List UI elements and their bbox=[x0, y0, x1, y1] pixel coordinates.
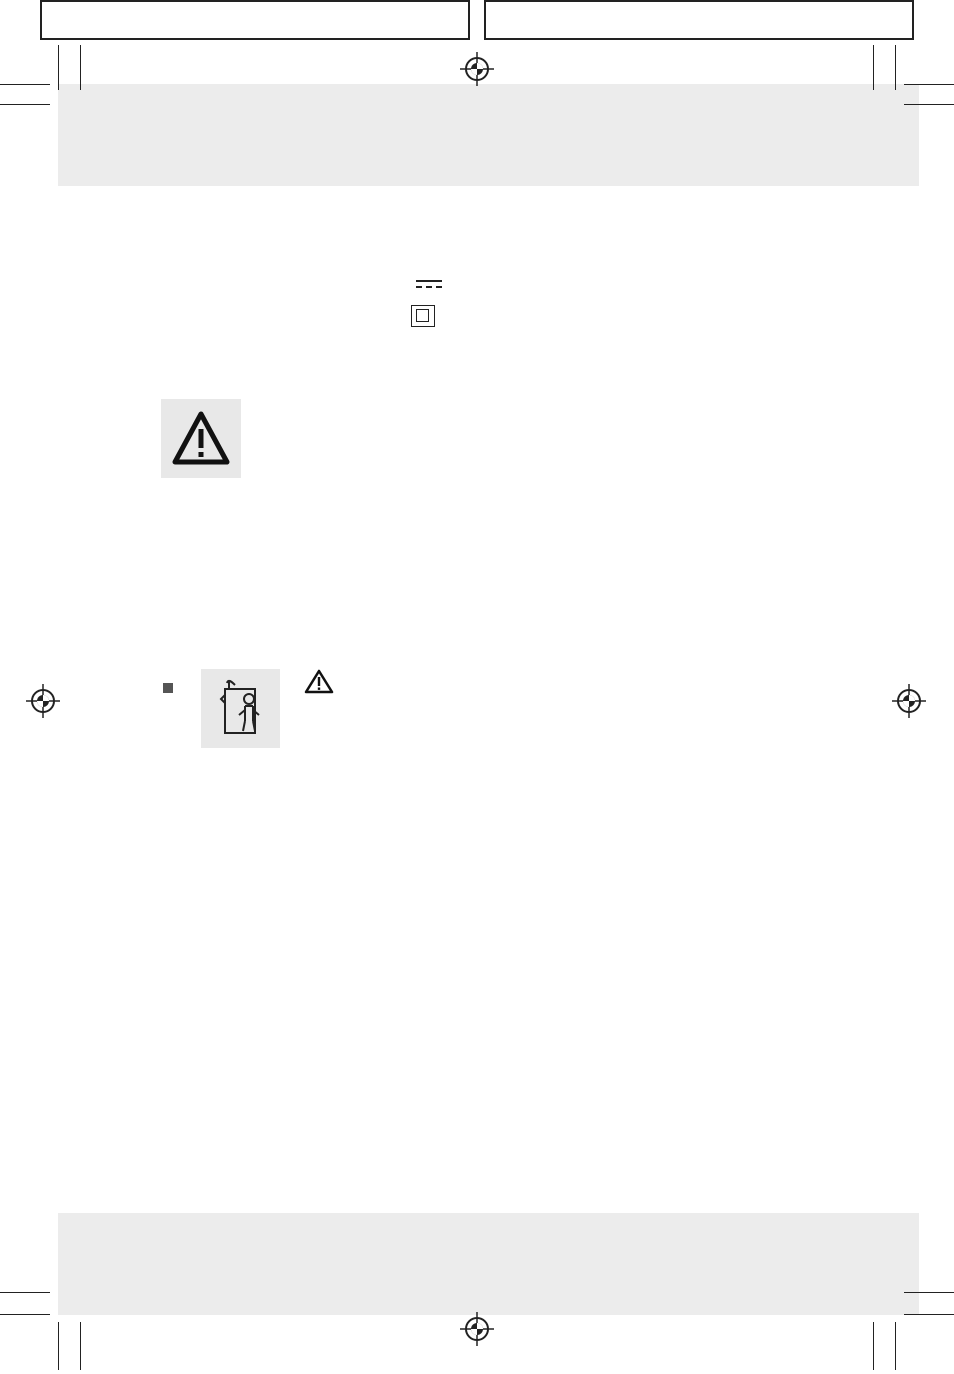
protection-class-ii-icon bbox=[411, 305, 435, 327]
header-band bbox=[58, 84, 919, 186]
process-color-bar bbox=[484, 0, 914, 40]
warning-triangle-small-icon bbox=[304, 668, 334, 694]
warning-sign-tile bbox=[161, 399, 241, 478]
crop-mark bbox=[895, 1322, 896, 1370]
crop-mark bbox=[904, 84, 954, 85]
spec-value-output bbox=[414, 271, 444, 295]
crop-mark bbox=[80, 1322, 81, 1370]
grayscale-color-bar bbox=[40, 0, 470, 40]
registration-mark-icon bbox=[460, 1312, 494, 1346]
crop-mark bbox=[0, 1292, 50, 1293]
crop-mark bbox=[58, 45, 59, 90]
crop-mark bbox=[904, 1292, 954, 1293]
registration-mark-icon bbox=[892, 684, 926, 718]
crop-mark bbox=[904, 1314, 954, 1315]
registration-mark-icon bbox=[460, 52, 494, 86]
crop-mark bbox=[873, 45, 874, 90]
crop-mark bbox=[0, 1314, 50, 1315]
crop-mark bbox=[58, 1322, 59, 1370]
child-safety-icon bbox=[201, 669, 280, 748]
dc-symbol-icon bbox=[414, 277, 444, 291]
crop-mark bbox=[0, 104, 50, 105]
crop-mark bbox=[80, 45, 81, 90]
crop-mark bbox=[873, 1322, 874, 1370]
warning-line-1 bbox=[304, 668, 349, 699]
bullet-icon bbox=[163, 683, 173, 693]
registration-mark-icon bbox=[26, 684, 60, 718]
crop-mark bbox=[904, 104, 954, 105]
crop-mark bbox=[0, 84, 50, 85]
crop-mark bbox=[895, 45, 896, 90]
footer-band bbox=[58, 1213, 919, 1315]
child-warning-tile bbox=[201, 669, 280, 748]
warning-triangle-icon bbox=[161, 399, 241, 478]
